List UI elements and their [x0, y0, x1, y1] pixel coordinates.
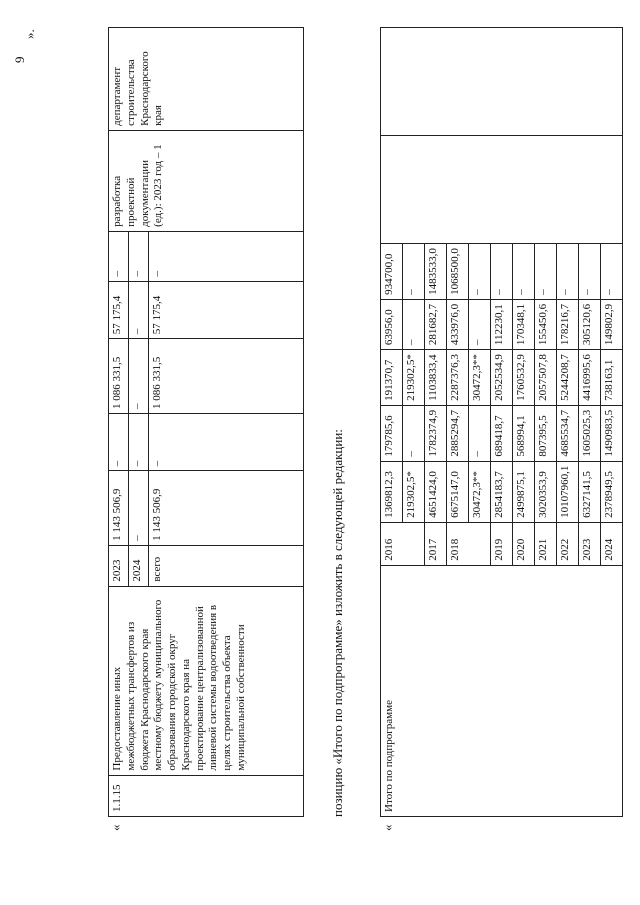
- value-cell: –: [129, 339, 149, 414]
- value-cell: –: [579, 244, 601, 300]
- year-cell: 2022: [557, 522, 579, 565]
- value-cell: –: [129, 471, 149, 546]
- value-cell: 170348,1: [513, 299, 535, 349]
- value-cell: 281682,7: [425, 299, 447, 349]
- year-cell: 2016: [381, 522, 425, 565]
- value-cell: 112230,1: [491, 299, 513, 349]
- value-cell: –: [129, 281, 149, 339]
- value-cell: –: [513, 244, 535, 300]
- value-cell: 6327141,5: [579, 461, 601, 522]
- value-cell: 219302,5*: [403, 461, 425, 522]
- value-cell: 1782374,9: [425, 405, 447, 461]
- value-cell: –: [109, 413, 129, 470]
- value-cell: –: [403, 244, 425, 300]
- measure-1115-table: [108, 27, 304, 817]
- value-cell: 2499875,1: [513, 461, 535, 522]
- value-cell: 1490983,5: [601, 405, 623, 461]
- value-cell: 2057507,8: [535, 350, 557, 406]
- value-cell: 2287376,3: [447, 350, 469, 406]
- value-cell: 4416995,6: [579, 350, 601, 406]
- value-cell: 1605025,3: [579, 405, 601, 461]
- value-cell: 2052534,9: [491, 350, 513, 406]
- value-cell: 63956,0: [381, 299, 403, 349]
- value-cell: –: [149, 413, 304, 470]
- result-cell: разработка проектной документации (ед.): 2023 год – 1: [109, 130, 304, 231]
- value-cell: 10107960,1: [557, 461, 579, 522]
- value-cell: 30472,3**: [469, 461, 491, 522]
- executor-cell: департамент строительства Краснодарского края: [109, 28, 304, 131]
- value-cell: 1068500,0: [447, 244, 469, 300]
- opening-quote-1: «: [108, 824, 123, 831]
- value-cell: 1369812,3: [381, 461, 403, 522]
- year-cell: 2023: [579, 522, 601, 565]
- year-cell: 2019: [491, 522, 513, 565]
- measure-number: 1.1.15: [109, 775, 304, 816]
- value-cell: 1 143 506,9: [149, 471, 304, 546]
- value-cell: –: [557, 244, 579, 300]
- value-cell: 155450,6: [535, 299, 557, 349]
- value-cell: –: [403, 405, 425, 461]
- value-cell: 2854183,7: [491, 461, 513, 522]
- year-cell: 2024: [129, 545, 149, 586]
- value-cell: 4685534,7: [557, 405, 579, 461]
- page-number: 9: [12, 56, 27, 63]
- value-cell: 1 086 331,5: [149, 339, 304, 414]
- value-cell: –: [491, 244, 513, 300]
- value-cell: 568994,1: [513, 405, 535, 461]
- opening-quote-2: «: [380, 824, 395, 831]
- value-cell: 57 175,4: [109, 281, 129, 339]
- result-cell: [381, 136, 623, 244]
- value-cell: 191370,7: [381, 350, 403, 406]
- value-cell: 179785,6: [381, 405, 403, 461]
- year-cell: 2021: [535, 522, 557, 565]
- value-cell: 738163,1: [601, 350, 623, 406]
- value-cell: –: [129, 413, 149, 470]
- value-cell: –: [403, 299, 425, 349]
- value-cell: 5244208,7: [557, 350, 579, 406]
- subprogram-total-table: [380, 27, 623, 817]
- value-cell: 3020353,9: [535, 461, 557, 522]
- value-cell: 149802,9: [601, 299, 623, 349]
- table-row: [381, 28, 403, 817]
- value-cell: –: [109, 231, 129, 281]
- value-cell: 219302,5*: [403, 350, 425, 406]
- value-cell: –: [601, 244, 623, 300]
- value-cell: 4651424,0: [425, 461, 447, 522]
- value-cell: 178216,7: [557, 299, 579, 349]
- value-cell: 305120,6: [579, 299, 601, 349]
- value-cell: 1483533,0: [425, 244, 447, 300]
- year-cell: 2018: [447, 522, 491, 565]
- value-cell: –: [535, 244, 557, 300]
- value-cell: 807395,5: [535, 405, 557, 461]
- value-cell: 30472,3**: [469, 350, 491, 406]
- table-row: [109, 28, 129, 817]
- value-cell: –: [469, 244, 491, 300]
- value-cell: –: [129, 231, 149, 281]
- total-label: Итого по подпрограмме: [381, 565, 623, 816]
- instruction-paragraph: позицию «Итого по подпрограмме» изложить в следующей редакции:: [330, 429, 345, 817]
- value-cell: 1760532,9: [513, 350, 535, 406]
- year-cell: 2017: [425, 522, 447, 565]
- value-cell: 2378949,5: [601, 461, 623, 522]
- value-cell: 1 143 506,9: [109, 471, 129, 546]
- value-cell: –: [149, 231, 304, 281]
- value-cell: 57 175,4: [149, 281, 304, 339]
- closing-quote: ».: [22, 29, 37, 39]
- value-cell: –: [469, 405, 491, 461]
- year-cell: 2020: [513, 522, 535, 565]
- value-cell: 1103833,4: [425, 350, 447, 406]
- value-cell: –: [469, 299, 491, 349]
- value-cell: 2885294,7: [447, 405, 469, 461]
- executor-cell: [381, 28, 623, 136]
- value-cell: 6675147,0: [447, 461, 469, 522]
- value-cell: 689418,7: [491, 405, 513, 461]
- value-cell: 433976,0: [447, 299, 469, 349]
- year-cell: 2023: [109, 545, 129, 586]
- year-cell: 2024: [601, 522, 623, 565]
- value-cell: 1 086 331,5: [109, 339, 129, 414]
- value-cell: 934700,0: [381, 244, 403, 300]
- year-cell: всего: [149, 545, 304, 586]
- measure-name: Предоставление иных межбюджетных трансфертов из бюджета Краснодарского края местному бюджету муниципального образования городской округ Краснодарского края на проектирование централизованной ливневой системы водоотведения в целях строительства объекта муниципальной собственности: [109, 586, 304, 775]
